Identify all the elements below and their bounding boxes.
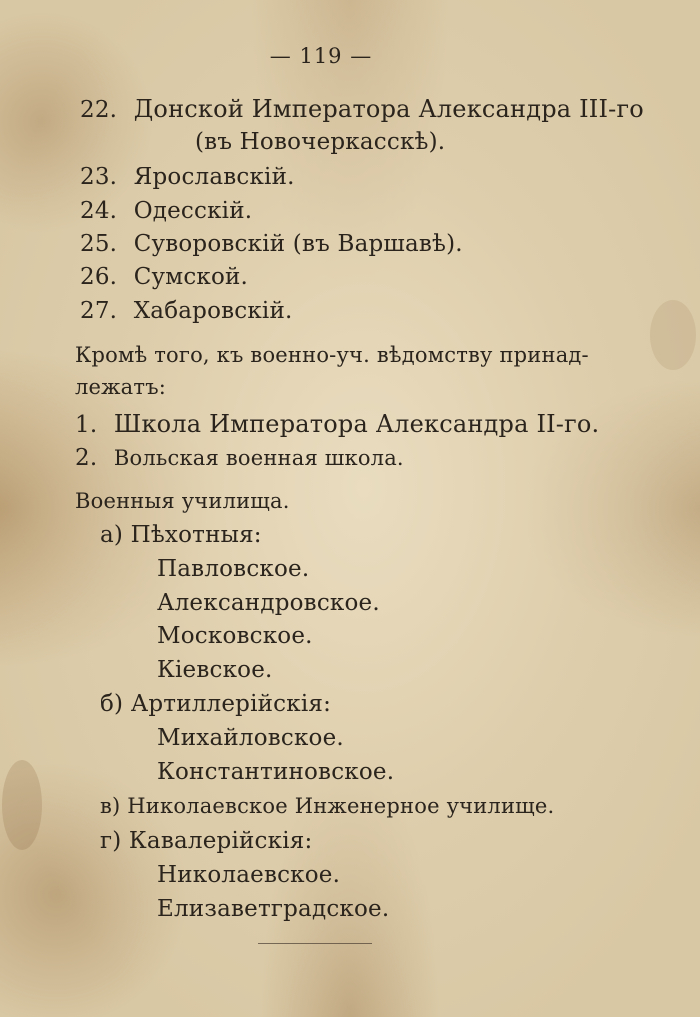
- school-name: Николаевское.: [157, 862, 341, 888]
- list-item: [80, 266, 248, 289]
- school-name: Кіевское.: [157, 657, 273, 683]
- paragraph-text: лежатъ:: [75, 375, 167, 399]
- list-item: [80, 300, 293, 323]
- page-number: — 119 —: [269, 44, 373, 68]
- category-label: б) Артиллерійскія:: [100, 691, 332, 717]
- item-text: Донской Императора Александра III-го: [133, 95, 644, 123]
- category-label: а) Пѣхотныя:: [100, 522, 262, 548]
- item-number: 26.: [80, 264, 118, 290]
- item-text: Ярославскій.: [133, 164, 295, 190]
- item-text: Сумской.: [133, 264, 249, 290]
- school-name: Александровское.: [157, 590, 380, 616]
- item-text: Вольская военная школа.: [113, 446, 404, 470]
- paragraph-text: Кромѣ того, къ военно-уч. вѣдомству принад-: [75, 343, 589, 367]
- item-text: (въ Новочеркасскѣ).: [195, 129, 446, 155]
- item-text: Одесскій.: [133, 198, 253, 224]
- list-item-continuation: [195, 131, 445, 154]
- list-item: [80, 200, 252, 223]
- school-name: Московское.: [157, 623, 313, 649]
- category-label: в) Николаевское Инженерное училище.: [100, 794, 555, 818]
- list-item: [80, 166, 295, 189]
- item-number: 25.: [80, 231, 118, 257]
- paragraph-line: [75, 345, 589, 366]
- item-number: 27.: [80, 298, 118, 324]
- item-number: 2.: [75, 445, 98, 471]
- school-name: Константиновское.: [157, 759, 395, 785]
- list-item: [75, 412, 599, 437]
- item-text: Школа Императора Александра II-го.: [113, 410, 600, 438]
- category-label: г) Кавалерійскія:: [100, 828, 313, 854]
- item-text: Хабаровскій.: [133, 298, 293, 324]
- school-name: Павловское.: [157, 556, 310, 582]
- item-number: 22.: [80, 97, 118, 123]
- list-item: [80, 233, 463, 256]
- item-number: 23.: [80, 164, 118, 190]
- paragraph-line: [75, 377, 166, 398]
- list-item: [80, 97, 644, 122]
- school-name: Михайловское.: [157, 725, 344, 751]
- item-text: Суворовскій (въ Варшавѣ).: [133, 231, 463, 257]
- item-number: 24.: [80, 198, 118, 224]
- section-heading: Военныя училища.: [75, 489, 290, 513]
- school-name: Елизаветградское.: [157, 896, 390, 922]
- paper-stain: [650, 300, 696, 370]
- end-rule: [258, 943, 372, 944]
- item-number: 1.: [75, 412, 98, 438]
- list-item: [75, 447, 404, 470]
- paper-stain: [2, 760, 42, 850]
